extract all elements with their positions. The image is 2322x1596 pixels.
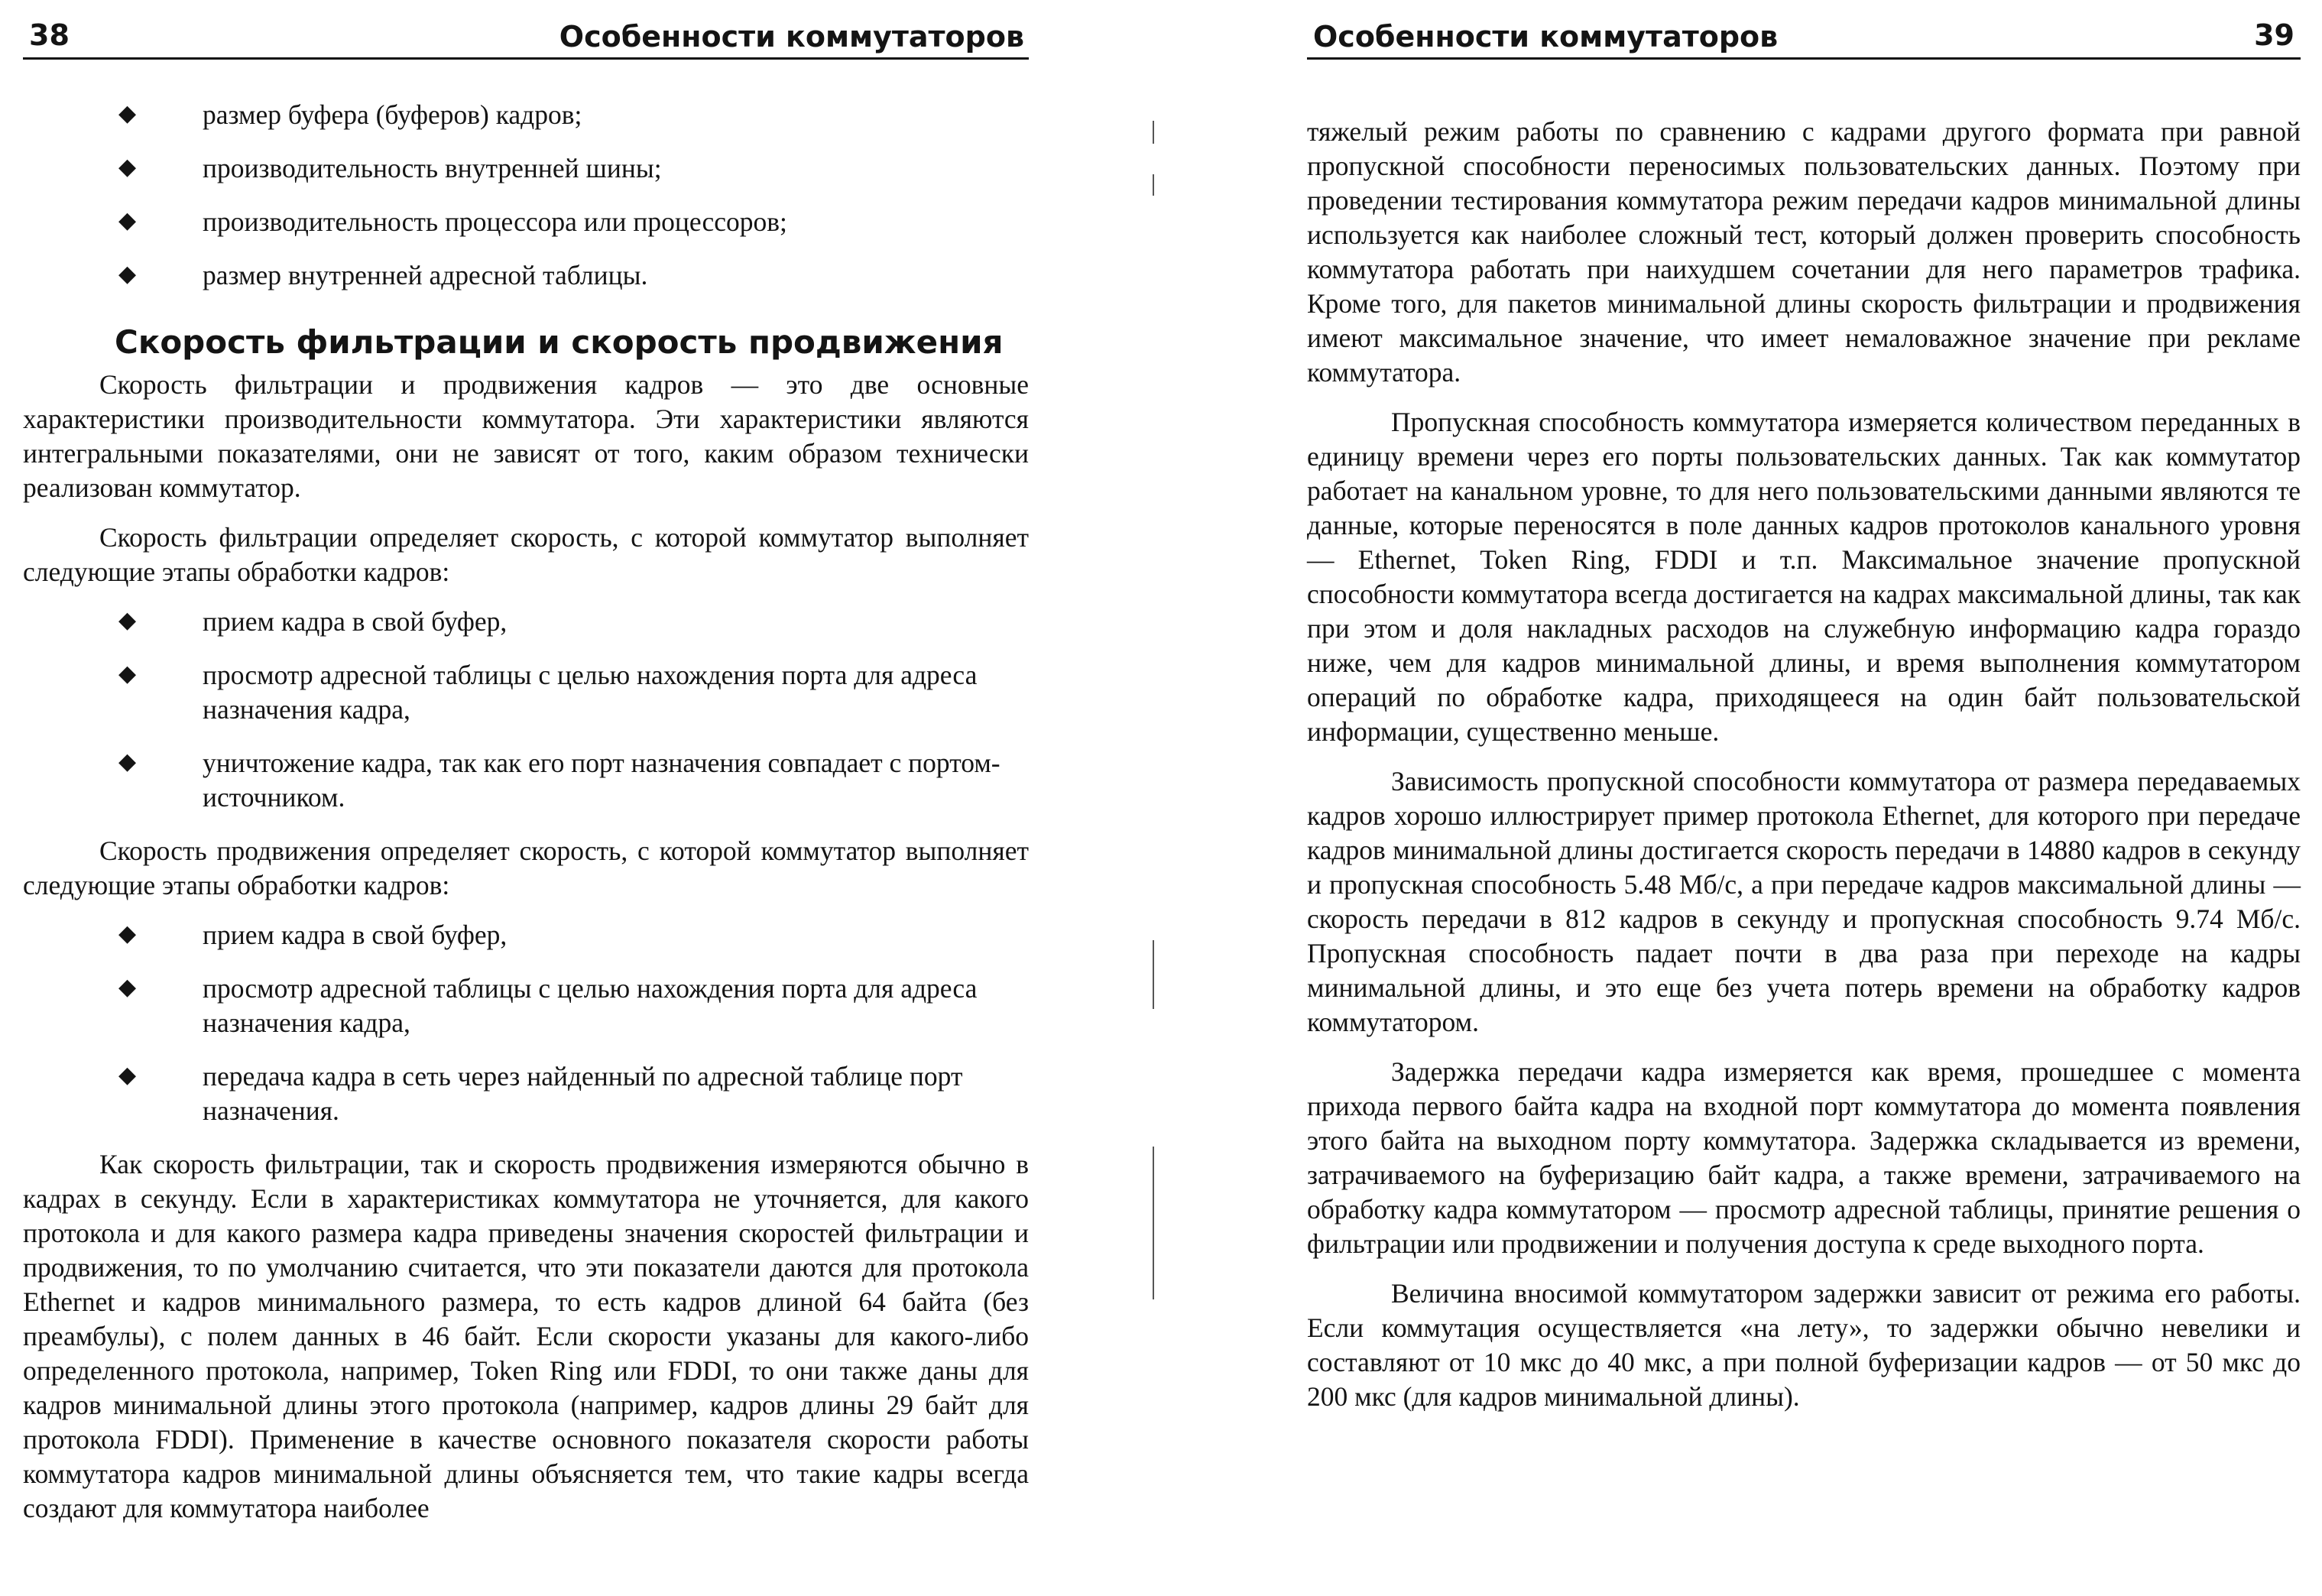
diamond-bullet-icon: ◆ [118, 661, 137, 686]
list-item: ◆ просмотр адресной таблицы с целью нахождения порта для адреса назначения кадра, [23, 658, 1029, 727]
diamond-bullet-icon: ◆ [118, 154, 137, 180]
list-item: ◆ производительность процессора или процессоров; [23, 205, 1029, 239]
right-page [1162, 0, 2322, 1596]
diamond-bullet-icon: ◆ [118, 608, 137, 633]
list-item: ◆ прием кадра в свой буфер, [23, 918, 1029, 952]
left-page-content [23, 98, 1029, 1541]
left-running-title: Особенности коммутаторов [559, 20, 1024, 54]
list-item: ◆ прием кадра в свой буфер, [23, 605, 1029, 639]
list-item: ◆ просмотр адресной таблицы с целью нахождения порта для адреса назначения кадра, [23, 972, 1029, 1040]
list-item: ◆ размер внутренней адресной таблицы. [23, 258, 1029, 293]
paragraph: Скорость фильтрации определяет скорость, с которой коммутатор выполняет следующие этапы обработки кадров: [23, 522, 1029, 587]
right-page-content [1307, 115, 2301, 1429]
gutter-mark [1153, 1147, 1154, 1299]
paragraph: Зависимость пропускной способности коммутатора от размера передаваемых кадров хорошо иллюстрирует пример протокола Ethernet, для которого при передаче кадров минимальной длины достигается скорость передачи в 14880 кадров в секунду и пропускная способность 5.48 Мб/с, а при передаче кадров максимальной длины — скорость передачи в 812 кадров в секунду и пропускная способность 9.74 Мб/с. Пропускная способность падает почти в два раза при переходе на кадры минимальной длины, и это еще без учета потерь времени на обработку кадров коммутатором. [1307, 766, 2301, 1037]
paragraph: Задержка передачи кадра измеряется как время, прошедшее с момента прихода первого байта кадра на входной порт коммутатора до момента появления этого байта на выходном порту коммутатора. Задержка складывается из времени, затрачиваемого на буферизацию байт кадра, а также времени, затрачиваемого на обработку кадра коммутатором — просмотр адресной таблицы, принятие решения о фильтрации или продвижении и получения доступа к среде выходного порта. [1307, 1056, 2301, 1259]
paragraph: Как скорость фильтрации, так и скорость продвижения измеряются обычно в кадрах в секунду. Если в характеристиках коммутатора не уточняется, для какого протокола и для какого размера кадра приведены значения скоростей фильтрации и продвижения, то по умолчанию считается, что эти показатели даются для протокола Ethernet и кадров минимального размера, то есть кадров длиной 64 байта (без преамбулы), с полем данных в 46 байт. Если скорости указаны для какого-либо определенного протокола, например, Token Ring или FDDI, то они также даны для кадров минимальной длины этого протокола (например, кадров длины 29 байт для протокола FDDI). Применение в качестве основного показателя скорости работы коммутатора кадров минимальной длины объясняется тем, что такие кадры всегда создают для коммутатора наиболее [23, 1149, 1029, 1523]
bullet-list-forwarding [23, 918, 1029, 1128]
list-item: ◆ производительность внутренней шины; [23, 151, 1029, 186]
gutter-mark [1153, 940, 1154, 1009]
left-page-number: 38 [29, 18, 70, 52]
diamond-bullet-icon: ◆ [118, 921, 137, 946]
right-page-number: 39 [2254, 18, 2294, 52]
paragraph: тяжелый режим работы по сравнению с кадрами другого формата при равной пропускной способности переносимых пользовательских данных. Поэтому при проведении тестирования коммутатора режим передачи кадров минимальной длины используется как наиболее сложный тест, который должен проверить способность коммутатора работать при наихудшем сочетании для него параметров трафика. Кроме того, для пакетов минимальной длины скорость фильтрации и продвижения имеют максимальное значение, что имеет немаловажное значение при рекламе коммутатора. [1307, 116, 2301, 388]
diamond-bullet-icon: ◆ [118, 1062, 137, 1088]
diamond-bullet-icon: ◆ [118, 749, 137, 774]
left-running-header [23, 9, 1029, 60]
list-item: ◆ размер буфера (буферов) кадров; [23, 98, 1029, 132]
right-running-title: Особенности коммутаторов [1313, 20, 1779, 54]
bullet-list-filtering [23, 605, 1029, 815]
diamond-bullet-icon: ◆ [118, 975, 137, 1000]
section-heading: Скорость фильтрации и скорость продвижения [115, 323, 1004, 361]
diamond-bullet-icon: ◆ [118, 101, 137, 126]
gutter-mark [1153, 121, 1154, 144]
diamond-bullet-icon: ◆ [118, 261, 137, 287]
paragraph: Скорость продвижения определяет скорость, с которой коммутатор выполняет следующие этапы обработки кадров: [23, 835, 1029, 900]
paragraph: Пропускная способность коммутатора измеряется количеством переданных в единицу времени через его порты пользовательских данных. Так как коммутатор работает на канальном уровне, то для него пользовательскими данными являются те данные, которые переносятся в поле данных кадров протоколов канального уровня — Ethernet, Token Ring, FDDI и т.п. Максимальное значение пропускной способности коммутатора всегда достигается на кадрах максимальной длины, так как при этом и доля накладных расходов на служебную информацию кадра гораздо ниже, чем для кадров минимальной длины, и время выполнения коммутатором операций по обработке кадра, приходящееся на один байт пользовательской информации, существенно меньше. [1307, 407, 2301, 747]
paragraph: Скорость фильтрации и продвижения кадров — это две основные характеристики производительности коммутатора. Эти характеристики являются интегральными показателями, они не зависят от того, каким образом технически реализован коммутатор. [23, 369, 1029, 503]
diamond-bullet-icon: ◆ [118, 208, 137, 233]
bullet-list-capabilities [23, 98, 1029, 293]
right-running-header [1307, 9, 2301, 60]
paragraph: Величина вносимой коммутатором задержки зависит от режима его работы. Если коммутация осуществляется «на лету», то задержки обычно невелики и составляют от 10 мкс до 40 мкс, а при полной буферизации кадров — от 50 мкс до 200 мкс (для кадров минимальной длины). [1307, 1278, 2301, 1412]
list-item: ◆ уничтожение кадра, так как его порт назначения совпадает с портом-источником. [23, 746, 1029, 815]
gutter-mark [1153, 174, 1154, 196]
list-item: ◆ передача кадра в сеть через найденный по адресной таблице порт назначения. [23, 1059, 1029, 1128]
